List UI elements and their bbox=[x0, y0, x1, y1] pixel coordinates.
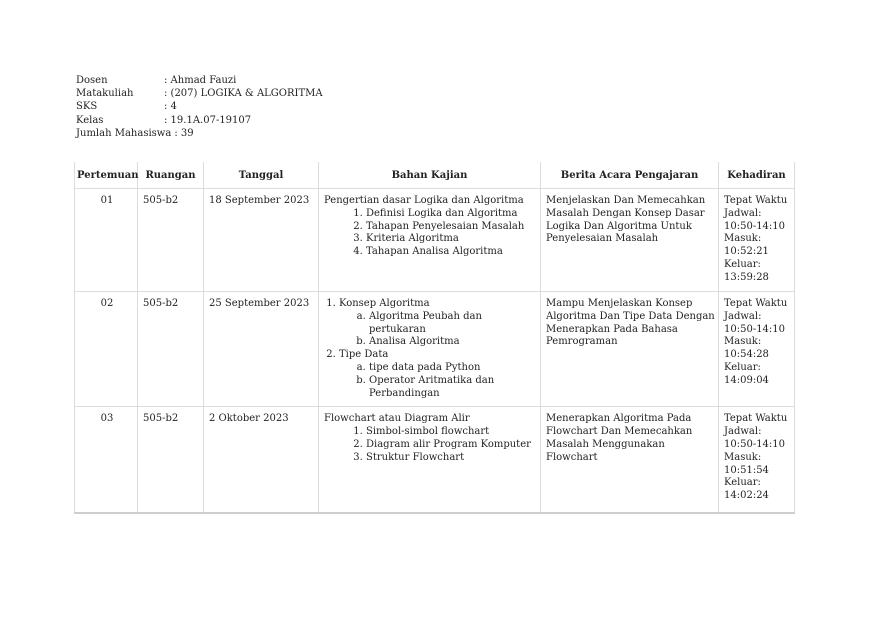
list-item: 2. Diagram alir Program Komputer bbox=[366, 439, 537, 452]
cell-pertemuan: 03 bbox=[75, 407, 138, 513]
kajian-title: Pengertian dasar Logika dan Algoritma bbox=[324, 195, 524, 206]
info-row-sks bbox=[76, 100, 323, 113]
cell-ruangan: 505-b2 bbox=[138, 189, 204, 292]
info-value: : 39 bbox=[174, 127, 194, 139]
kehadiran-line: 10:54:28 bbox=[724, 349, 769, 361]
info-row-matakuliah bbox=[76, 87, 323, 100]
kehadiran-line: Keluar: bbox=[724, 361, 761, 373]
kehadiran-line: Keluar: bbox=[724, 477, 761, 489]
kajian-list bbox=[324, 208, 537, 259]
kehadiran-line: Masuk: bbox=[724, 451, 762, 463]
col-header-pertemuan: Pertemuan bbox=[75, 162, 138, 189]
col-header-berita-acara: Berita Acara Pengajaran bbox=[541, 162, 719, 189]
cell-berita-acara: Mampu Menjelaskan Konsep Algoritma Dan Tipe Data Dengan Menerapkan Pada Bahasa Pemrograman bbox=[541, 292, 719, 407]
kehadiran-status: Tepat Waktu bbox=[724, 413, 788, 425]
kehadiran-line: 10:50-14:10 bbox=[724, 438, 786, 450]
attendance-table bbox=[74, 162, 795, 514]
kajian-list bbox=[324, 426, 537, 464]
info-value: : (207) LOGIKA & ALGORITMA bbox=[164, 88, 323, 100]
kehadiran-line: 10:50-14:10 bbox=[724, 323, 786, 335]
kehadiran-line: Jadwal: bbox=[724, 310, 762, 322]
cell-bahan-kajian bbox=[319, 189, 541, 292]
kehadiran-line: Keluar: bbox=[724, 258, 761, 270]
cell-kehadiran bbox=[719, 189, 795, 292]
kehadiran-line: 10:52:21 bbox=[724, 246, 769, 258]
info-value: : 19.1A.07-19107 bbox=[164, 114, 252, 126]
list-item bbox=[339, 298, 537, 349]
table-row bbox=[75, 189, 795, 292]
col-header-bahan-kajian: Bahan Kajian bbox=[319, 162, 541, 189]
list-item: 3. Kriteria Algoritma bbox=[366, 233, 537, 246]
kehadiran-line: 13:59:28 bbox=[724, 271, 769, 283]
info-key: SKS bbox=[76, 101, 98, 113]
col-header-kehadiran: Kehadiran bbox=[719, 162, 795, 189]
cell-pertemuan: 02 bbox=[75, 292, 138, 407]
cell-bahan-kajian bbox=[319, 292, 541, 407]
kehadiran-status: Tepat Waktu bbox=[724, 298, 788, 309]
info-key: Jumlah Mahasiswa bbox=[76, 127, 172, 139]
list-item: 2. Tahapan Penyelesaian Masalah bbox=[366, 221, 537, 234]
kajian-list bbox=[324, 298, 537, 400]
kehadiran-line: 14:09:04 bbox=[724, 374, 769, 386]
list-item: a. tipe data pada Python bbox=[369, 362, 537, 375]
table-row bbox=[75, 292, 795, 407]
cell-kehadiran bbox=[719, 292, 795, 407]
kehadiran-line: 10:50-14:10 bbox=[724, 220, 786, 232]
list-item: a. Algoritma Peubah dan pertukaran bbox=[369, 311, 537, 337]
kehadiran-line: Jadwal: bbox=[724, 207, 762, 219]
list-item: 3. Struktur Flowchart bbox=[366, 452, 537, 465]
info-value: : Ahmad Fauzi bbox=[164, 75, 237, 86]
info-key: Matakuliah bbox=[76, 88, 134, 100]
course-info bbox=[76, 74, 323, 140]
info-row-dosen bbox=[76, 74, 323, 87]
col-header-tanggal: Tanggal bbox=[204, 162, 319, 189]
kajian-sublist bbox=[339, 362, 537, 400]
info-row-jumlah-mahasiswa bbox=[76, 127, 323, 140]
kehadiran-status: Tepat Waktu bbox=[724, 195, 788, 206]
list-item: b. Analisa Algoritma bbox=[369, 336, 537, 349]
kehadiran-line: 14:02:24 bbox=[724, 490, 769, 502]
cell-tanggal: 2 Oktober 2023 bbox=[204, 407, 319, 513]
list-item: 1. Definisi Logika dan Algoritma bbox=[366, 208, 537, 221]
list-item bbox=[339, 349, 537, 400]
info-value: : 4 bbox=[164, 101, 177, 113]
info-row-kelas bbox=[76, 114, 323, 127]
kehadiran-line: Masuk: bbox=[724, 233, 762, 245]
cell-pertemuan: 01 bbox=[75, 189, 138, 292]
list-item: 1. Simbol-simbol flowchart bbox=[366, 426, 537, 439]
kajian-title: Flowchart atau Diagram Alir bbox=[324, 413, 470, 425]
cell-kehadiran bbox=[719, 407, 795, 513]
table-row bbox=[75, 407, 795, 513]
col-header-ruangan: Ruangan bbox=[138, 162, 204, 189]
kehadiran-line: 10:51:54 bbox=[724, 464, 769, 476]
cell-tanggal: 25 September 2023 bbox=[204, 292, 319, 407]
cell-tanggal: 18 September 2023 bbox=[204, 189, 319, 292]
info-key: Kelas bbox=[76, 114, 104, 126]
cell-berita-acara: Menerapkan Algoritma Pada Flowchart Dan Memecahkan Masalah Menggunakan Flowchart bbox=[541, 407, 719, 513]
info-key: Dosen bbox=[76, 75, 108, 86]
cell-berita-acara: Menjelaskan Dan Memecahkan Masalah Dengan Konsep Dasar Logika Dan Algoritma Untuk Penyelesaian Masalah bbox=[541, 189, 719, 292]
kajian-group-title: Konsep Algoritma bbox=[339, 298, 430, 309]
attendance-table-wrap bbox=[74, 162, 794, 514]
kajian-group-title: Tipe Data bbox=[339, 349, 389, 361]
cell-ruangan: 505-b2 bbox=[138, 292, 204, 407]
list-item: 4. Tahapan Analisa Algoritma bbox=[366, 246, 537, 259]
table-header-row bbox=[75, 162, 795, 189]
cell-ruangan: 505-b2 bbox=[138, 407, 204, 513]
list-item: b. Operator Aritmatika dan Perbandingan bbox=[369, 375, 537, 401]
kajian-sublist bbox=[339, 311, 537, 349]
kehadiran-line: Jadwal: bbox=[724, 426, 762, 438]
cell-bahan-kajian bbox=[319, 407, 541, 513]
kehadiran-line: Masuk: bbox=[724, 336, 762, 348]
